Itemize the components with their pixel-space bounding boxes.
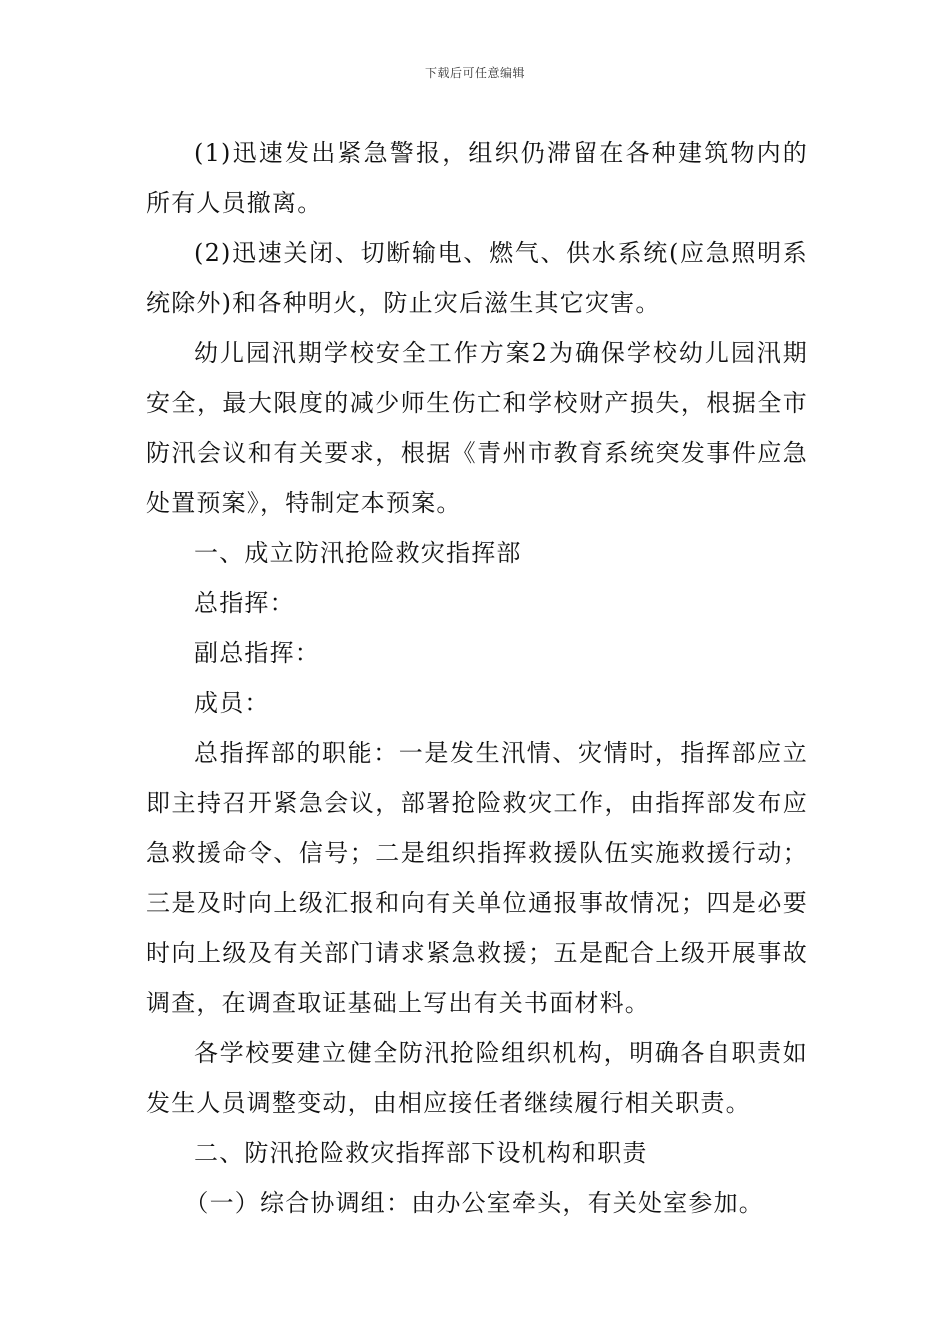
paragraph-1: (1)迅速发出紧急警报，组织仍滞留在各种建筑物内的所有人员撤离。 (146, 139, 808, 217)
page-header: 下载后可任意编辑 (424, 66, 525, 80)
section-heading-1: 一、成立防汛抢险救灾指挥部 (194, 539, 522, 567)
subsection-heading-1: （一）综合协调组：由办公室牵头，有关处室参加。 (184, 1189, 764, 1217)
paragraph-organization: 各学校要建立健全防汛抢险组织机构，明确各自职责如发生人员调整变动，由相应接任者继续履行相关职责。 (146, 1039, 808, 1117)
document-body (146, 128, 808, 1228)
paragraph-functions: 总指挥部的职能：一是发生汛情、灾情时，指挥部应立即主持召开紧急会议，部署抢险救灾工作，由指挥部发布应急救援命令、信号；二是组织指挥救援队伍实施救援行动；三是及时向上级汇报和向有关单位通报事故情况；四是必要时向上级及有关部门请求紧急救援；五是配合上级开展事故调查，在调查取证基础上写出有关书面材料。 (146, 739, 808, 1017)
members-line: 成员： (194, 689, 270, 717)
commander-line: 总指挥： (194, 589, 295, 617)
paragraph-2: (2)迅速关闭、切断输电、燃气、供水系统(应急照明系统除外)和各种明火，防止灾后滋生其它灾害。 (146, 239, 808, 317)
section-heading-2: 二、防汛抢险救灾指挥部下设机构和职责 (194, 1139, 648, 1167)
paragraph-3: 幼儿园汛期学校安全工作方案2为确保学校幼儿园汛期安全，最大限度的减少师生伤亡和学校财产损失，根据全市防汛会议和有关要求，根据《青州市教育系统突发事件应急处置预案》，特制定本预案。 (146, 339, 808, 517)
deputy-commander-line: 副总指挥： (194, 639, 320, 667)
